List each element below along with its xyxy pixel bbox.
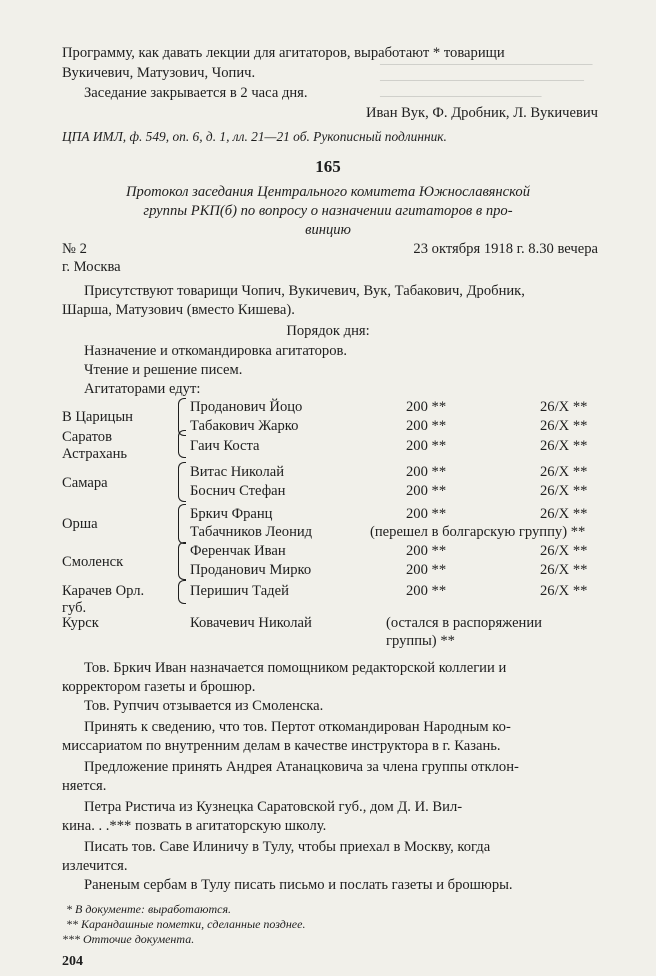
person-name: Табачников Леонид bbox=[190, 524, 313, 540]
decision-1-line-1: Тов. Бркич Иван назначается помощником редакторской коллегии и bbox=[84, 660, 507, 676]
decision-2: Тов. Рупчич отзывается из Смоленска. bbox=[84, 698, 324, 714]
city-tsaritsyn: В Царицын bbox=[62, 409, 133, 425]
city-karachev-gub: губ. bbox=[62, 600, 87, 616]
person-date: 26/X ** bbox=[540, 506, 588, 522]
page-number: 204 bbox=[62, 954, 83, 969]
attendance-line-2: Шарша, Матузович (вместо Кишева). bbox=[62, 302, 295, 318]
protocol-date: 23 октября 1918 г. 8.30 вечера bbox=[413, 241, 598, 257]
protocol-number: № 2 bbox=[62, 241, 87, 257]
brace-smolensk bbox=[178, 542, 186, 580]
document-number: 165 bbox=[315, 157, 341, 176]
city-smolensk: Смоленск bbox=[62, 554, 124, 570]
protocol-place: г. Москва bbox=[62, 259, 121, 275]
person-note: (остался в распоряжении bbox=[386, 615, 542, 631]
person-date: 26/X ** bbox=[540, 483, 588, 499]
person-date: 26/X ** bbox=[540, 438, 588, 454]
decision-1-line-2: корректором газеты и брошюр. bbox=[62, 679, 256, 695]
agenda-item-1: Назначение и откомандировка агитаторов. bbox=[84, 343, 348, 359]
person-name: Гаич Коста bbox=[190, 438, 260, 454]
person-name: Бркич Франц bbox=[190, 506, 273, 522]
closing-line: Заседание закрывается в 2 часа дня. bbox=[84, 85, 308, 101]
brace-karachev bbox=[178, 580, 186, 604]
city-astrakhan: Астрахань bbox=[62, 446, 128, 462]
footnote-2: ** Карандашные пометки, сделанные позднее. bbox=[66, 917, 306, 931]
decision-5-line-2: кина. . .*** позвать в агитаторскую школу. bbox=[62, 818, 327, 834]
person-note: (перешел в болгарскую группу) ** bbox=[370, 524, 586, 540]
person-date: 26/X ** bbox=[540, 464, 588, 480]
title-line-3: винцию bbox=[305, 222, 351, 238]
title-line-2: группы РКП(б) по вопросу о назначении агитаторов в про- bbox=[143, 203, 513, 219]
decision-6-line-1: Писать тов. Саве Илиничу в Тулу, чтобы приехал в Москву, когда bbox=[84, 839, 491, 855]
person-amount: 200 ** bbox=[406, 418, 447, 434]
person-date: 26/X ** bbox=[540, 399, 588, 415]
person-amount: 200 ** bbox=[406, 464, 447, 480]
footnote-3: *** Отточие документа. bbox=[62, 932, 195, 946]
title-line-1: Протокол заседания Центрального комитета Южнославянской bbox=[126, 184, 530, 200]
person-amount: 200 ** bbox=[406, 543, 447, 559]
person-name: Боснич Стефан bbox=[190, 483, 286, 499]
brace-samara bbox=[178, 462, 186, 502]
person-name: Ковачевич Николай bbox=[190, 615, 312, 631]
decision-7: Раненым сербам в Тулу писать письмо и послать газеты и брошюры. bbox=[84, 877, 513, 893]
bleed-through-texture: ───────────────────────── ──────────────────────── ─────────────────── bbox=[380, 57, 593, 103]
signatures: Иван Вук, Ф. Дробник, Л. Вукичевич bbox=[366, 105, 598, 121]
archive-source: ЦПА ИМЛ, ф. 549, оп. 6, д. 1, лл. 21—21 об. Рукописный подлинник. bbox=[62, 129, 447, 144]
agitators-intro: Агитаторами едут: bbox=[84, 381, 201, 397]
header-line-2: Вукичевич, Матузович, Чопич. bbox=[62, 65, 256, 81]
city-karachev: Карачев Орл. bbox=[62, 583, 145, 599]
attendance-line-1: Присутствуют товарищи Чопич, Вукичевич, Вук, Табакович, Дробник, bbox=[84, 283, 525, 299]
person-name: Табакович Жарко bbox=[190, 418, 299, 434]
decision-6-line-2: излечится. bbox=[62, 858, 128, 874]
person-name: Ференчак Иван bbox=[190, 543, 286, 559]
footnote-1: * В документе: выработаются. bbox=[66, 902, 232, 916]
person-date: 26/X ** bbox=[540, 543, 588, 559]
header-line-1: Программу, как давать лекции для агитаторов, выработают * товарищи bbox=[62, 45, 505, 61]
city-saratov: Саратов bbox=[62, 429, 112, 445]
agenda-item-2: Чтение и решение писем. bbox=[84, 362, 243, 378]
city-kursk: Курск bbox=[62, 615, 99, 631]
person-name: Проданович Йоцо bbox=[190, 399, 303, 415]
person-name: Перишич Тадей bbox=[190, 583, 289, 599]
city-orsha: Орша bbox=[62, 516, 98, 532]
person-amount: 200 ** bbox=[406, 438, 447, 454]
city-samara: Самара bbox=[62, 475, 108, 491]
decision-4-line-2: няется. bbox=[62, 778, 107, 794]
person-date: 26/X ** bbox=[540, 562, 588, 578]
person-amount: 200 ** bbox=[406, 562, 447, 578]
person-amount: 200 ** bbox=[406, 399, 447, 415]
person-name: Витас Николай bbox=[190, 464, 285, 480]
person-amount: 200 ** bbox=[406, 483, 447, 499]
agenda-heading: Порядок дня: bbox=[286, 323, 370, 339]
person-amount: 200 ** bbox=[406, 583, 447, 599]
brace-saratov bbox=[178, 430, 186, 458]
person-date: 26/X ** bbox=[540, 583, 588, 599]
brace-orsha bbox=[178, 504, 186, 544]
person-date: 26/X ** bbox=[540, 418, 588, 434]
person-name: Проданович Мирко bbox=[190, 562, 312, 578]
decision-3-line-2: миссариатом по внутренним делам в качестве инструктора в г. Казань. bbox=[62, 738, 501, 754]
decision-5-line-1: Петра Ристича из Кузнецка Саратовской губ., дом Д. И. Вил- bbox=[84, 799, 463, 815]
person-note: группы) ** bbox=[386, 633, 455, 649]
decision-4-line-1: Предложение принять Андрея Атанацковича за члена группы отклон- bbox=[84, 759, 519, 775]
person-amount: 200 ** bbox=[406, 506, 447, 522]
decision-3-line-1: Принять к сведению, что тов. Пертот откомандирован Народным ко- bbox=[84, 719, 511, 735]
